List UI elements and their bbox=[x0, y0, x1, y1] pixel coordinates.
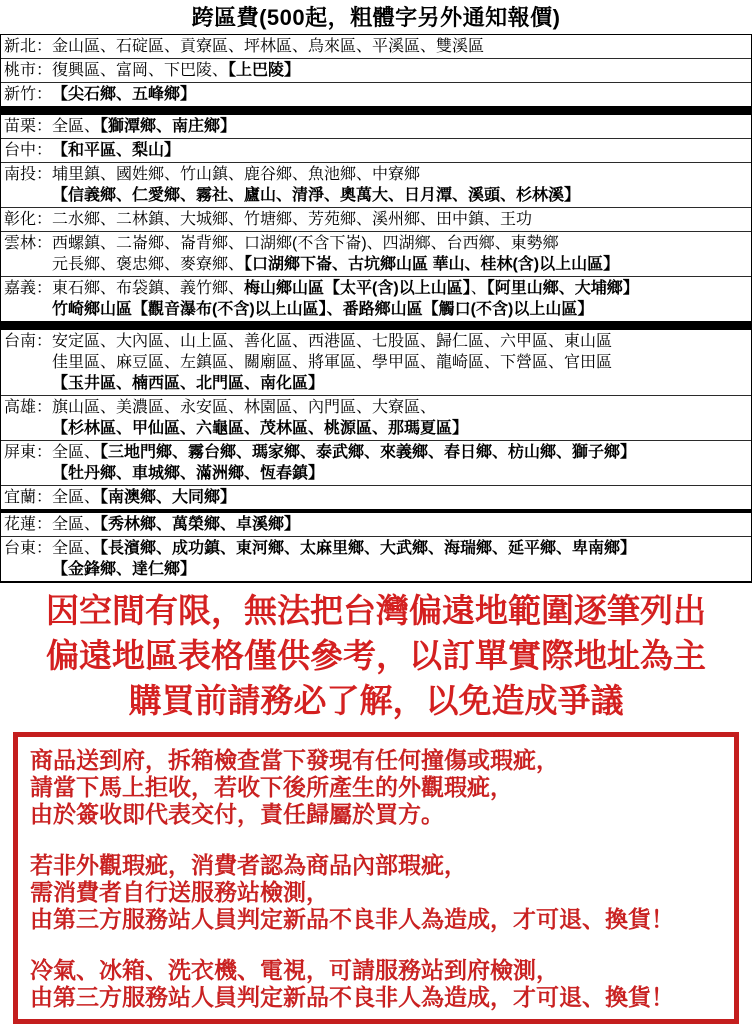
district-list bbox=[52, 442, 749, 484]
district-list bbox=[52, 331, 749, 394]
warning-line: 由第三方服務站人員判定新品不良非人為造成，才可退、換貨！ bbox=[30, 984, 674, 1010]
district-segment: 二水鄉、二林鎮、大城鄉、竹塘鄉、芳苑鄉、溪州鄉、田中鎮、王功 bbox=[52, 211, 533, 228]
district-segment-bold: 【玉井區、楠西區、北門區、南化區】 bbox=[52, 375, 325, 392]
district-segment-bold: 【三地門鄉、霧台鄉、瑪家鄉、泰武鄉、來義鄉、春日鄉、枋山鄉、獅子鄉】 bbox=[100, 444, 637, 461]
district-segment-bold: 【金鋒鄉、達仁鄉】 bbox=[52, 561, 197, 578]
table-row bbox=[1, 35, 751, 58]
district-line bbox=[52, 116, 749, 137]
district-list bbox=[52, 514, 749, 535]
warning-line: 請當下馬上拒收，若收下後所產生的外觀瑕疵， bbox=[30, 774, 513, 800]
district-list bbox=[52, 538, 749, 580]
district-list bbox=[52, 233, 749, 275]
disclaimer-line: 因空間有限，無法把台灣偏遠地範圍逐筆列出 bbox=[46, 592, 706, 629]
district-segment-bold: 【獅潭鄉、南庄鄉】 bbox=[100, 118, 237, 135]
district-segment-bold: 【口湖鄉下崙、古坑鄉山區 華山、桂林(含)以上山區】 bbox=[244, 256, 620, 273]
district-segment: 全區、 bbox=[52, 489, 101, 506]
district-segment-bold: 【信義鄉、仁愛鄉、霧社、廬山、清淨、奧萬大、日月潭、溪頭、杉林溪】 bbox=[52, 187, 581, 204]
district-line bbox=[52, 233, 749, 254]
district-list bbox=[52, 36, 749, 57]
inspection-warning-box bbox=[13, 732, 739, 1024]
district-line bbox=[52, 442, 749, 463]
region-label: 新竹： bbox=[4, 86, 53, 103]
table-row bbox=[1, 207, 751, 231]
table-row bbox=[1, 276, 751, 321]
district-line bbox=[52, 331, 749, 352]
district-list bbox=[52, 209, 749, 230]
district-line bbox=[52, 352, 749, 373]
district-list bbox=[52, 487, 749, 508]
district-segment: 金山區、石碇區、貢寮區、坪林區、烏來區、平溪區、雙溪區 bbox=[52, 38, 485, 55]
district-segment: 安定區、大內區、山上區、善化區、西港區、七股區、歸仁區、六甲區、東山區 bbox=[52, 333, 613, 350]
district-line bbox=[52, 487, 749, 508]
region-label: 南投： bbox=[4, 166, 53, 183]
district-line bbox=[52, 140, 749, 161]
district-segment-bold: 【牡丹鄉、車城鄉、滿洲鄉、恆春鎮】 bbox=[52, 465, 325, 482]
district-segment-bold: 【杉林區、甲仙區、六龜區、茂林區、桃源區、那瑪夏區】 bbox=[52, 420, 469, 437]
district-line bbox=[52, 373, 749, 394]
district-segment-bold: 【尖石鄉、五峰鄉】 bbox=[52, 86, 197, 103]
warning-line: 若非外觀瑕疵，消費者認為商品內部瑕疵， bbox=[30, 852, 467, 878]
district-segment: 旗山區、美濃區、永安區、林園區、內門區、大寮區、 bbox=[52, 399, 437, 416]
district-segment: 全區、 bbox=[52, 444, 101, 461]
region-label: 新北： bbox=[4, 38, 53, 55]
district-line bbox=[52, 278, 749, 299]
region-label: 嘉義： bbox=[4, 280, 53, 297]
region-label: 高雄： bbox=[4, 399, 53, 416]
table-row bbox=[1, 395, 751, 440]
district-line bbox=[52, 185, 749, 206]
page-title: 跨區費(500起，粗體字另外通知報價) bbox=[191, 5, 561, 30]
region-label: 苗栗： bbox=[4, 118, 53, 135]
district-segment-bold: 【和平區、梨山】 bbox=[52, 142, 181, 159]
district-line bbox=[52, 60, 749, 81]
table-row bbox=[1, 162, 751, 207]
district-segment-bold: 【秀林鄉、萬榮鄉、卓溪鄉】 bbox=[100, 516, 301, 533]
district-segment: 全區、 bbox=[52, 516, 101, 533]
warning-line: 商品送到府，拆箱檢查當下發現有任何撞傷或瑕疵， bbox=[30, 747, 559, 773]
district-list bbox=[52, 164, 749, 206]
district-segment-bold: 【阿里山鄉、大埔鄉】 bbox=[486, 280, 639, 297]
district-line bbox=[52, 538, 749, 559]
district-line bbox=[52, 463, 749, 484]
warning-paragraph bbox=[30, 852, 724, 933]
warning-line: 由於簽收即代表交付，責任歸屬於買方。 bbox=[30, 801, 444, 827]
district-segment: 元長鄉、褒忠鄉、麥寮鄉、 bbox=[52, 256, 245, 273]
district-list bbox=[52, 140, 749, 161]
district-segment: 埔里鎮、國姓鄉、竹山鎮、鹿谷鄉、魚池鄉、中寮鄉 bbox=[52, 166, 421, 183]
disclaimer-line: 偏遠地區表格僅供參考，以訂單實際地址為主 bbox=[46, 637, 706, 674]
table-row bbox=[1, 330, 751, 395]
region-label: 屏東： bbox=[4, 444, 53, 461]
fee-table bbox=[0, 34, 752, 583]
table-row bbox=[1, 536, 751, 581]
warning-line: 需消費者自行送服務站檢測， bbox=[30, 879, 329, 905]
region-label: 雲林： bbox=[4, 235, 53, 252]
region-label: 宜蘭： bbox=[4, 489, 53, 506]
region-label: 花蓮： bbox=[4, 516, 53, 533]
district-line bbox=[52, 559, 749, 580]
warning-paragraph bbox=[30, 747, 724, 828]
district-line bbox=[52, 299, 749, 320]
region-label: 台南： bbox=[4, 333, 53, 350]
district-segment: 全區、 bbox=[52, 118, 101, 135]
district-segment: 、 bbox=[470, 280, 487, 297]
district-line bbox=[52, 209, 749, 230]
table-row bbox=[1, 138, 751, 162]
region-label: 台中： bbox=[4, 142, 53, 159]
table-row bbox=[1, 513, 751, 536]
warning-line: 冷氣、冰箱、洗衣機、電視，可請服務站到府檢測， bbox=[30, 957, 559, 983]
district-segment: 全區、 bbox=[52, 540, 101, 557]
table-row bbox=[1, 231, 751, 276]
district-line bbox=[52, 254, 749, 275]
district-segment-bold: 【上巴陵】 bbox=[228, 62, 301, 79]
district-segment-bold: 梅山鄉山區【太平(含)以上山區】 bbox=[244, 280, 471, 297]
remote-area-disclaimer bbox=[0, 583, 752, 726]
district-line bbox=[52, 164, 749, 185]
district-line bbox=[52, 36, 749, 57]
district-line bbox=[52, 418, 749, 439]
district-list bbox=[52, 60, 749, 81]
warning-paragraph bbox=[30, 957, 724, 1011]
table-row bbox=[1, 82, 751, 106]
district-list bbox=[52, 116, 749, 137]
district-line bbox=[52, 514, 749, 535]
table-row bbox=[1, 115, 751, 138]
district-line bbox=[52, 397, 749, 418]
district-segment: 佳里區、麻豆區、左鎮區、關廟區、將軍區、學甲區、龍崎區、下營區、官田區 bbox=[52, 354, 613, 371]
section-separator bbox=[1, 106, 751, 115]
disclaimer-line: 購買前請務必了解，以免造成爭議 bbox=[128, 682, 624, 719]
district-segment: 東石鄉、布袋鎮、義竹鄉、 bbox=[52, 280, 245, 297]
district-segment-bold: 竹崎鄉山區【觀音瀑布(不含)以上山區】、番路鄉山區【觸口(不含)以上山區】 bbox=[52, 301, 594, 318]
district-segment: 西螺鎮、二崙鄉、崙背鄉、口湖鄉(不含下崙)、四湖鄉、台西鄉、東勢鄉 bbox=[52, 235, 559, 252]
district-segment-bold: 【南澳鄉、大同鄉】 bbox=[100, 489, 237, 506]
region-label: 桃市： bbox=[4, 62, 53, 79]
district-list bbox=[52, 397, 749, 439]
section-separator bbox=[1, 321, 751, 330]
table-row bbox=[1, 58, 751, 82]
district-line bbox=[52, 84, 749, 105]
table-row bbox=[1, 440, 751, 485]
district-segment-bold: 【長濱鄉、成功鎮、東河鄉、太麻里鄉、大武鄉、海瑞鄉、延平鄉、卑南鄉】 bbox=[100, 540, 637, 557]
district-list bbox=[52, 84, 749, 105]
district-list bbox=[52, 278, 749, 320]
table-row bbox=[1, 485, 751, 509]
region-label: 台東： bbox=[4, 540, 53, 557]
region-label: 彰化： bbox=[4, 211, 53, 228]
warning-line: 由第三方服務站人員判定新品不良非人為造成，才可退、換貨！ bbox=[30, 906, 674, 932]
district-segment: 復興區、富岡、下巴陵、 bbox=[52, 62, 229, 79]
